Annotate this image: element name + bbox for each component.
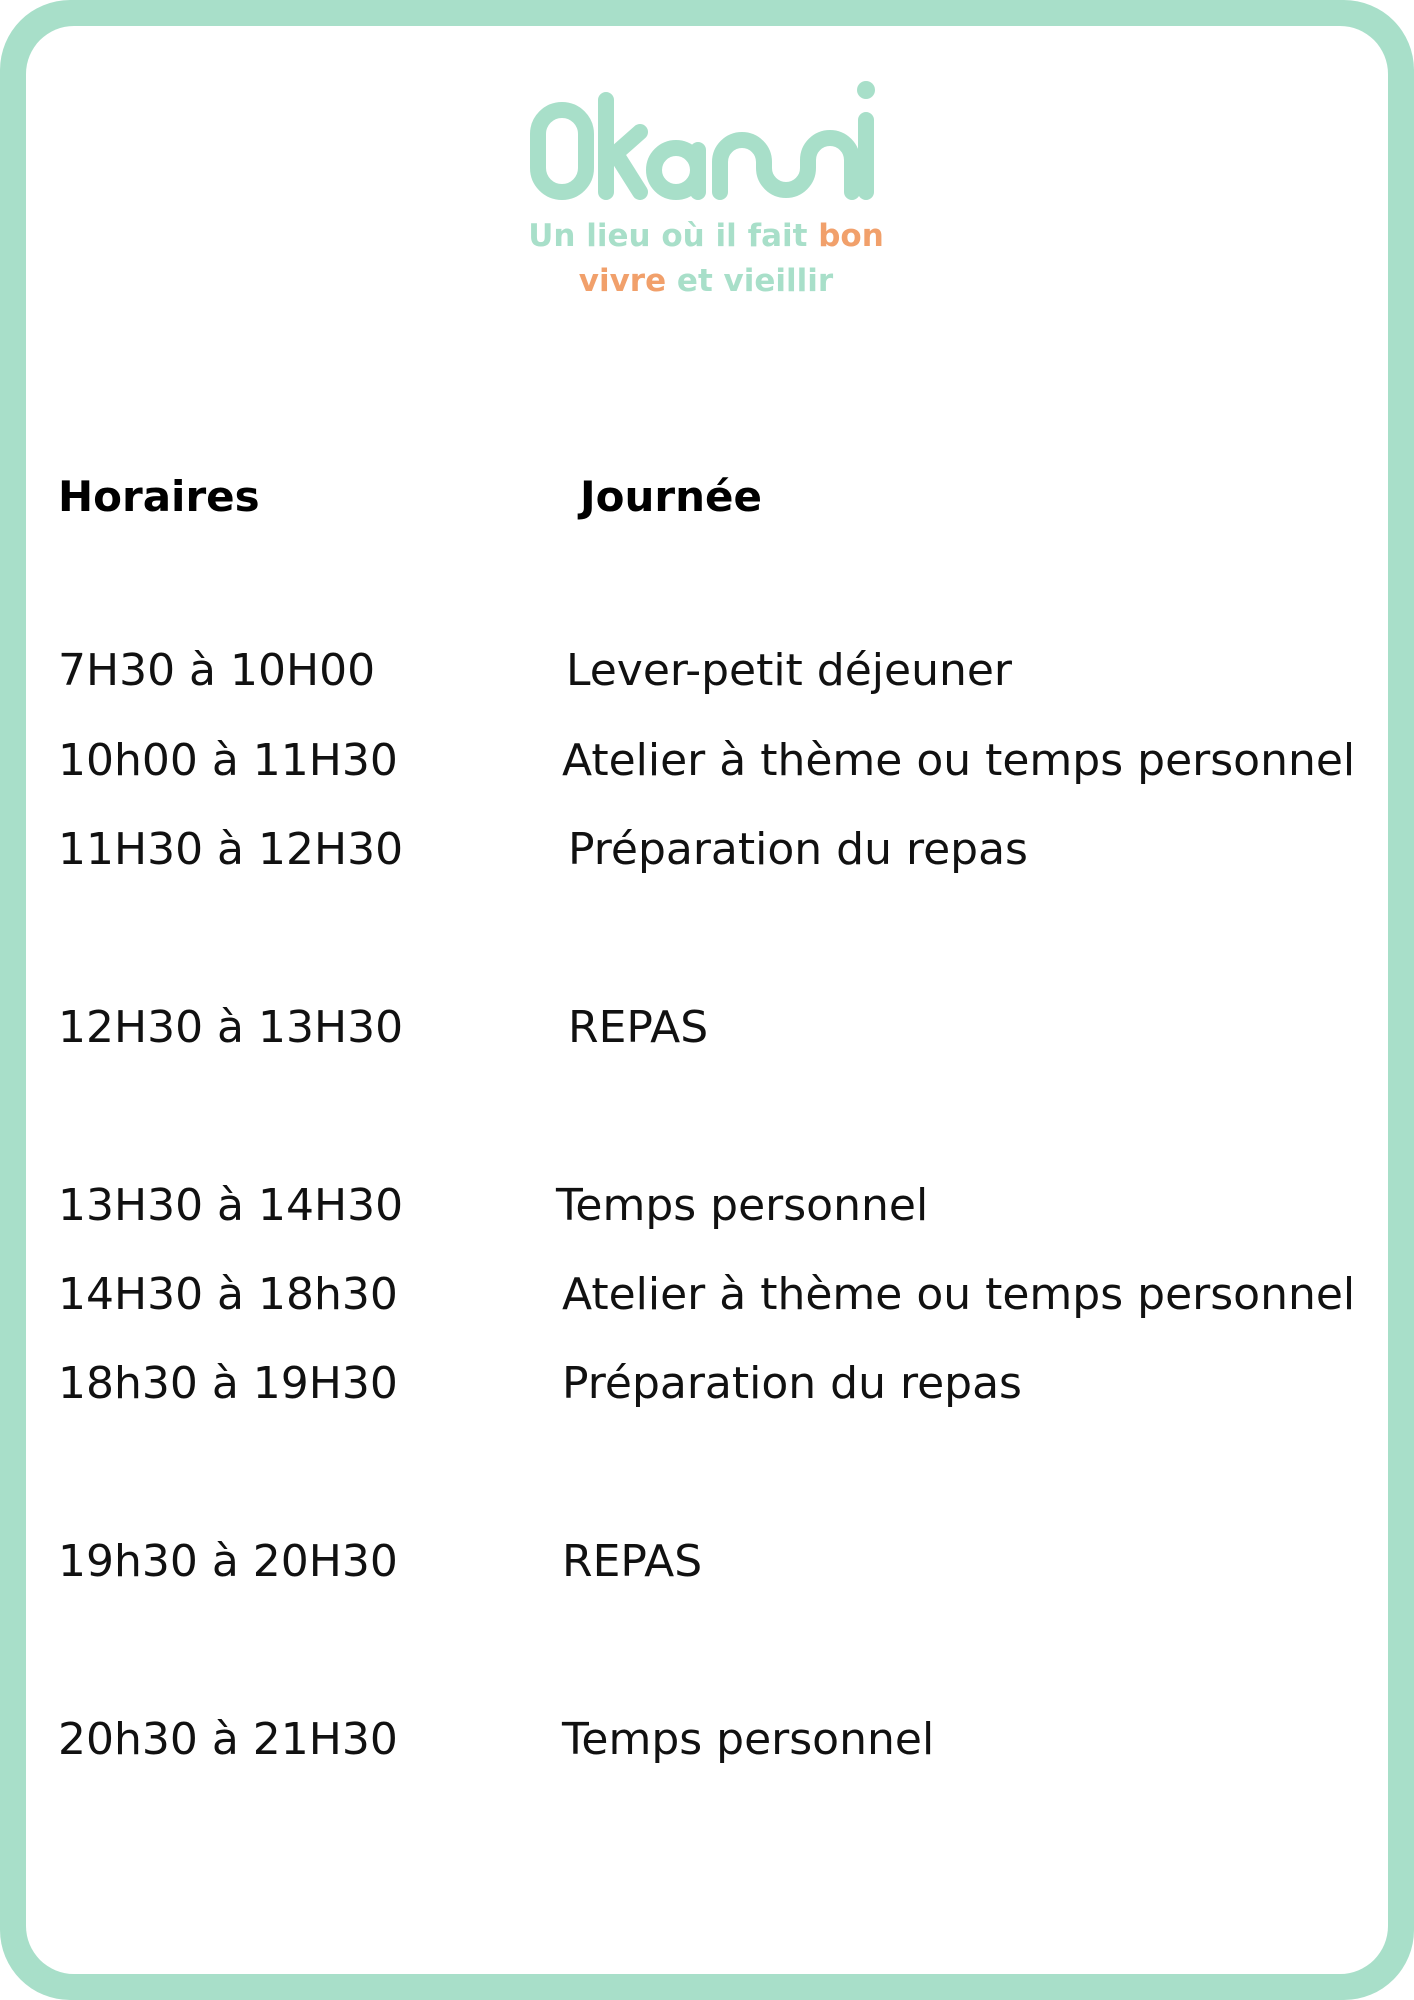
row-activity: Temps personnel: [562, 1714, 935, 1765]
row-activity: Lever-petit déjeuner: [566, 645, 1013, 696]
tagline-accent-1: bon: [818, 218, 884, 254]
row-activity: REPAS: [562, 1536, 703, 1587]
row-time: 12H30 à 13H30: [58, 1002, 404, 1053]
row-time: 19h30 à 20H30: [58, 1536, 398, 1587]
row-time: 20h30 à 21H30: [58, 1714, 398, 1765]
page-content: [26, 26, 1388, 1974]
row-time: 18h30 à 19H30: [58, 1358, 398, 1409]
row-time: 13H30 à 14H30: [58, 1180, 404, 1231]
tagline-accent-2: vivre: [578, 263, 667, 299]
brand-logo: [528, 70, 884, 299]
okanni-logo-icon: [528, 70, 884, 200]
brand-tagline: [528, 214, 884, 304]
row-activity: Préparation du repas: [562, 1358, 1022, 1409]
row-time: 11H30 à 12H30: [58, 824, 404, 875]
row-time: 7H30 à 10H00: [58, 645, 376, 696]
row-activity: Préparation du repas: [568, 824, 1028, 875]
header-time: Horaires: [58, 472, 260, 521]
row-activity: REPAS: [568, 1002, 709, 1053]
row-activity: Temps personnel: [556, 1180, 929, 1231]
row-activity: Atelier à thème ou temps personnel: [562, 1269, 1356, 1320]
row-time: 14H30 à 18h30: [58, 1269, 398, 1320]
tagline-part-1: Un lieu où il fait: [528, 218, 819, 254]
row-time: 10h00 à 11H30: [58, 735, 398, 786]
row-activity: Atelier à thème ou temps personnel: [562, 735, 1356, 786]
tagline-part-2: et vieillir: [666, 263, 834, 299]
header-activity: Journée: [580, 472, 762, 521]
